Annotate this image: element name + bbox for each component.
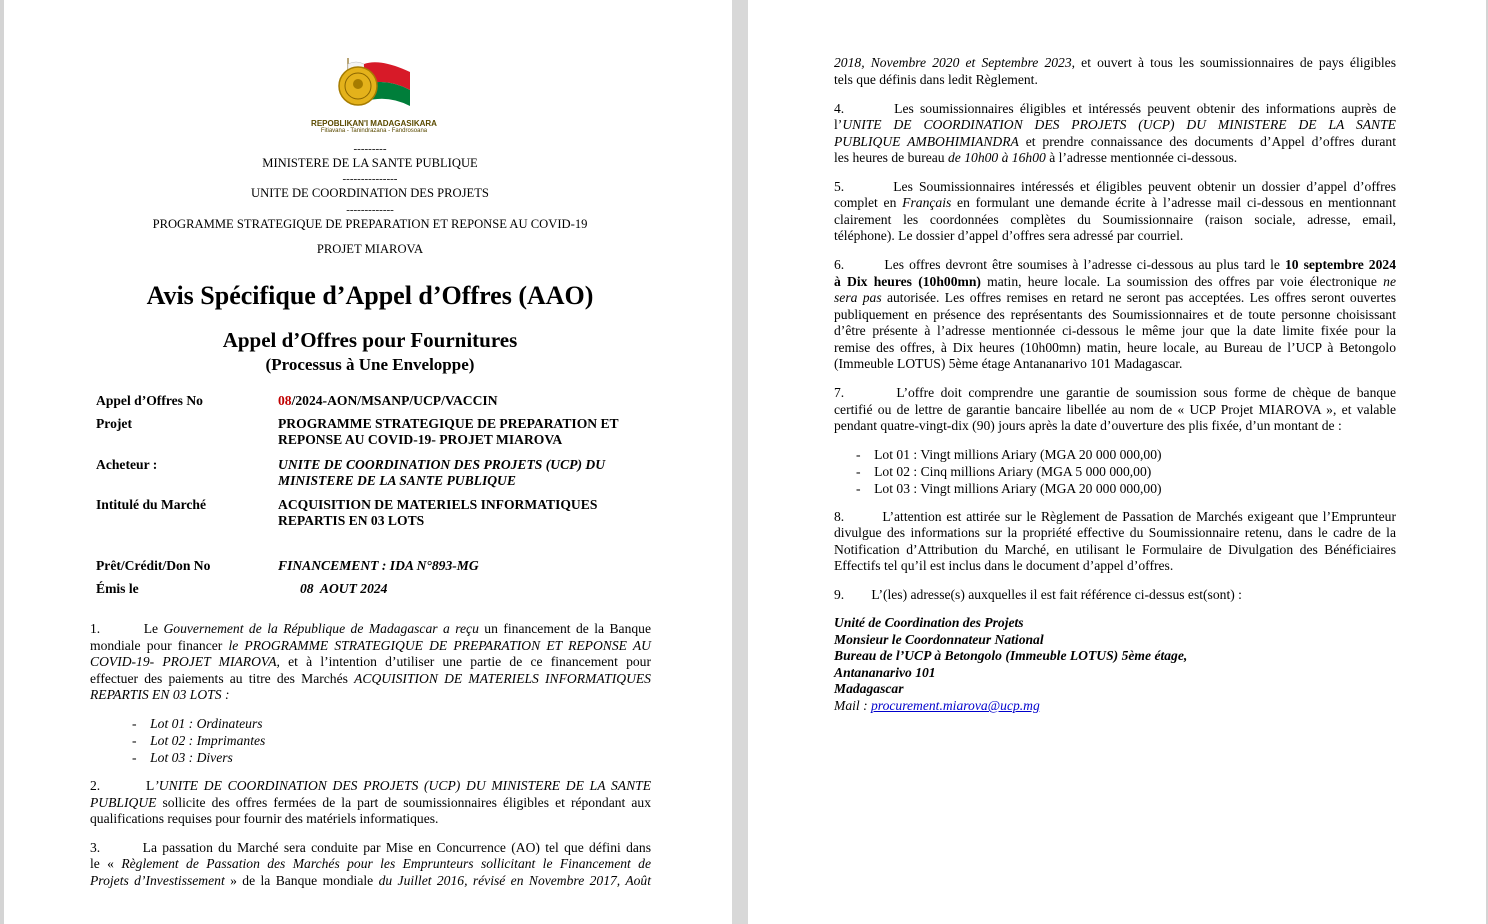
p4-line1: 4. Les soumissionnaires éligibles et intéressés peuvent obtenir des informations auprès de	[834, 101, 1396, 116]
lot-list-item: - Lot 01 : Ordinateurs	[132, 716, 263, 731]
p3-text: le «	[90, 856, 122, 871]
p5-text-italic: Français	[902, 195, 952, 210]
coat-of-arms-logo	[328, 54, 418, 112]
pret-value: FINANCEMENT : IDA N°893-MG	[278, 558, 479, 573]
p4-line3	[834, 134, 1396, 151]
p6-line4: publiquement en présence des représentants des Soumissionnaires et de toute personne choisissant	[834, 307, 1396, 322]
p4-text: à l’adresse mentionnée ci-dessous.	[1045, 150, 1238, 165]
p2-text-italic: ’UNITE DE COORDINATION DES PROJETS (UCP) DU MINISTERE DE LA SANTE	[154, 778, 652, 793]
document-page-left	[4, 0, 732, 924]
motto-text: Fitiavana - Tanindrazana - Fandrosoana	[320, 128, 428, 134]
p4-text-italic: de 10h00 à 16h00	[948, 150, 1046, 165]
p2-text-italic: PUBLIQUE	[90, 795, 157, 810]
p3-text-italic: Projets d’Investissement	[90, 873, 225, 888]
p3-line2	[90, 856, 651, 873]
document-subtitle-process: (Processus à Une Enveloppe)	[265, 355, 475, 374]
p1-line4	[90, 671, 651, 688]
document-subtitle: Appel d’Offres pour Fournitures	[222, 328, 518, 352]
unit-name: UNITE DE COORDINATION DES PROJETS	[251, 186, 489, 200]
guarantee-list-item: - Lot 03 : Vingt millions Ariary (MGA 20 000 000,00)	[856, 481, 1162, 496]
lot-list-item: - Lot 03 : Divers	[132, 750, 233, 765]
ao-number-red: 08	[278, 393, 292, 408]
p2-text: sollicite des offres fermées de la part de soumissionnaires éligibles et répondant aux	[156, 795, 651, 810]
intitule-label: Intitulé du Marché	[96, 497, 207, 512]
acheteur-value-line1: UNITE DE COORDINATION DES PROJETS (UCP) DU	[278, 457, 606, 472]
p4-text: l’	[834, 117, 843, 132]
p1-text: 1. Le	[90, 621, 164, 636]
address-line: Madagascar	[834, 681, 904, 696]
acheteur-label: Acheteur :	[96, 457, 158, 472]
p3-text: » de la Banque mondiale	[224, 873, 379, 888]
document-page-right	[748, 0, 1486, 924]
p3-line1: 3. La passation du Marché sera conduite par Mise en Concurrence (AO) tel que défini dans	[90, 840, 651, 855]
p7-line3: pendant quatre-vingt-dix (90) jours après la date d’ouverture des plis fixée, d’un montant de :	[834, 418, 1342, 433]
ao-number	[278, 393, 498, 409]
p1-text-italic: le PROGRAMME STRATEGIQUE DE PREPARATION ET REPONSE AU	[228, 638, 651, 653]
ao-label: Appel d’Offres No	[96, 393, 203, 408]
p3-line3	[90, 873, 651, 890]
projet-value-line2: REPONSE AU COVID-19- PROJET MIAROVA	[278, 432, 563, 447]
p5-line1: 5. Les Soumissionnaires intéressés et éligibles peuvent obtenir un dossier d’appel d’offres	[834, 179, 1396, 194]
projet-value-line1: PROGRAMME STRATEGIQUE DE PREPARATION ET	[278, 416, 619, 431]
p4-text: les heures de bureau	[834, 150, 948, 165]
address-line: Antananarivo 101	[834, 665, 936, 680]
document-title: Avis Spécifique d’Appel d’Offres (AAO)	[146, 281, 594, 310]
lot-text: Lot 02 : Imprimantes	[150, 733, 266, 748]
lot-list-item: - Lot 02 : Imprimantes	[132, 733, 266, 748]
p1-text-italic: Gouvernement de la République de Madagascar a reçu	[163, 621, 479, 636]
page-gap	[732, 0, 748, 924]
emis-label: Émis le	[96, 581, 139, 596]
p1-text: un financement de la Banque	[478, 621, 651, 636]
p1-line5: REPARTIS EN 03 LOTS :	[90, 687, 230, 702]
separator: -------------	[346, 204, 394, 216]
p6-line3	[834, 290, 1396, 307]
p7-line2: certifié ou de lettre de garantie bancaire libellée au nom de « UCP Projet MIAROVA », et valable	[834, 402, 1396, 417]
p3-line5: tels que définis dans ledit Règlement.	[834, 72, 1038, 87]
p5-line4: téléphone). Le dossier d’appel d’offres sera adressé par courriel.	[834, 228, 1184, 243]
guarantee-list-item: - Lot 01 : Vingt millions Ariary (MGA 20 000 000,00)	[856, 447, 1162, 462]
p6-line1	[834, 257, 1396, 274]
intitule-value-line2: REPARTIS EN 03 LOTS	[278, 513, 425, 528]
emis-value: 08 AOUT 2024	[300, 581, 388, 596]
p8-line4: Effectifs tel qu’il est inclus dans le document d’appel d’offres.	[834, 558, 1174, 573]
p6-text: matin, heure locale. La soumission des offres par voie électronique	[980, 274, 1384, 289]
p6-text: autorisée. Les offres remises en retard ne seront pas acceptées. Les offres seront ouvertes	[881, 290, 1396, 305]
lot-text: Lot 01 : Ordinateurs	[150, 716, 263, 731]
p6-text-bold: à Dix heures (10h00mn)	[834, 274, 981, 289]
p1-text: et à l’intention d’utiliser une partie de ce financement pour	[279, 654, 651, 669]
intitule-value-line1: ACQUISITION DE MATERIELS INFORMATIQUES	[278, 497, 598, 512]
p5-line2	[834, 195, 1396, 212]
p8-line1: 8. L’attention est attirée sur le Règlement de Passation de Marchés exigeant que l’Emprunteur	[834, 509, 1396, 524]
p2-text: 2. L	[90, 778, 155, 793]
guarantee-text: Lot 01 : Vingt millions Ariary (MGA 20 000 000,00)	[874, 447, 1162, 462]
p6-line5: d’être présente à l’adresse mentionnée ci-dessous le même jour que la date limite fixée pour la	[834, 323, 1396, 338]
p1-text-italic: ACQUISITION DE MATERIELS INFORMATIQUES	[354, 671, 651, 686]
ministry-name: MINISTERE DE LA SANTE PUBLIQUE	[262, 156, 478, 170]
pret-label: Prêt/Crédit/Don No	[96, 558, 211, 573]
p4-text-italic: UNITE DE COORDINATION DES PROJETS (UCP) DU MINISTERE DE LA SANTE	[842, 117, 1396, 132]
guarantee-text: Lot 02 : Cinq millions Ariary (MGA 5 000 000,00)	[874, 464, 1152, 479]
p6-text-bold: 10 septembre 2024	[1285, 257, 1396, 272]
p2-line3: qualifications requises pour fournir des matériels informatiques.	[90, 811, 439, 826]
guarantee-text: Lot 03 : Vingt millions Ariary (MGA 20 000 000,00)	[874, 481, 1162, 496]
program-name: PROGRAMME STRATEGIQUE DE PREPARATION ET REPONSE AU COVID-19	[152, 217, 588, 231]
p5-text: en formulant une demande écrite à l’adresse mail ci-dessous en mentionnant	[951, 195, 1396, 210]
projet-label: Projet	[96, 416, 132, 431]
p1-text-italic: COVID-19- PROJET MIAROVA,	[90, 654, 280, 669]
p2-line2	[90, 795, 651, 812]
separator: ---------------	[342, 173, 398, 185]
p1-text: mondiale pour financer	[90, 638, 229, 653]
p6-line7: (Immeuble LOTUS) 5ème étage Antananarivo 101 Madagascar.	[834, 356, 1183, 371]
p3-text-italic: Règlement de Passation des Marchés pour les Emprunteurs sollicitant le Financement de	[121, 856, 652, 871]
lot-text: Lot 03 : Divers	[150, 750, 233, 765]
p3-text-italic: du Juillet 2016, révisé en Novembre 2017, Août	[378, 873, 652, 888]
p8-line2: divulgue des informations sur la propriété effective du Soumissionnaire retenu, dans le cadre de la	[834, 525, 1396, 540]
p4-line4	[834, 150, 1396, 167]
p4-text-italic: PUBLIQUE AMBOHIMIANDRA	[834, 134, 1019, 149]
paragraph-9: 9. L’(les) adresse(s) auxquelles il est fait référence ci-dessus est(sont) :	[834, 587, 1242, 602]
republic-text: REPOBLIKAN'I MADAGASIKARA	[311, 119, 437, 128]
mail-line	[834, 698, 1040, 714]
p1-line3	[90, 654, 651, 671]
p6-text-italic: sera pas	[834, 290, 882, 305]
p6-line2	[834, 274, 1396, 291]
address-line: Bureau de l’UCP à Betongolo (Immeuble LOTUS) 5ème étage,	[834, 648, 1188, 663]
p5-line3: clairement les coordonnées complètes du Soumissionnaire (raison sociale, adresse, email,	[834, 212, 1396, 227]
ao-number-rest: /2024-AON/MSANP/UCP/VACCIN	[291, 393, 498, 408]
p4-text: et prendre connaissance des documents d’Appel d’offres durant	[1018, 134, 1396, 149]
mail-label: Mail :	[834, 698, 871, 713]
acheteur-value-line2: MINISTERE DE LA SANTE PUBLIQUE	[278, 473, 516, 488]
p1-text: effectuer des paiements au titre des Marchés	[90, 671, 355, 686]
p3-line4	[834, 55, 1396, 72]
p2-line1	[90, 778, 651, 795]
p1-line2	[90, 638, 651, 655]
p6-text: 6. Les offres devront être soumises à l’adresse ci-dessous au plus tard le	[834, 257, 1285, 272]
email-link[interactable]: procurement.miarova@ucp.mg	[871, 698, 1040, 713]
p1-line1	[90, 621, 651, 638]
separator: ---------	[353, 143, 387, 155]
p6-text-italic: ne	[1383, 274, 1396, 289]
p3-text-italic: 2018, Novembre 2020 et Septembre 2023	[834, 55, 1072, 70]
address-line: Monsieur le Coordonnateur National	[834, 632, 1044, 647]
guarantee-list-item: - Lot 02 : Cinq millions Ariary (MGA 5 000 000,00)	[856, 464, 1152, 479]
p8-line3: Notification d’Attribution du Marché, en utilisant le Formulaire de Divulgation des Bénéficiaires	[834, 542, 1396, 557]
project-name: PROJET MIAROVA	[316, 242, 424, 256]
p6-line6: remise des offres, à Dix heures (10h00mn) matin, heure locale, au Bureau de l’UCP à Betongolo	[834, 340, 1396, 355]
address-line: Unité de Coordination des Projets	[834, 615, 1024, 630]
p4-line2	[834, 117, 1396, 134]
p7-line1: 7. L’offre doit comprendre une garantie de soumission sous forme de chèque de banque	[834, 385, 1396, 400]
p5-text: complet en	[834, 195, 903, 210]
p3-text: , et ouvert à tous les soumissionnaires de pays éligibles	[1071, 55, 1396, 70]
